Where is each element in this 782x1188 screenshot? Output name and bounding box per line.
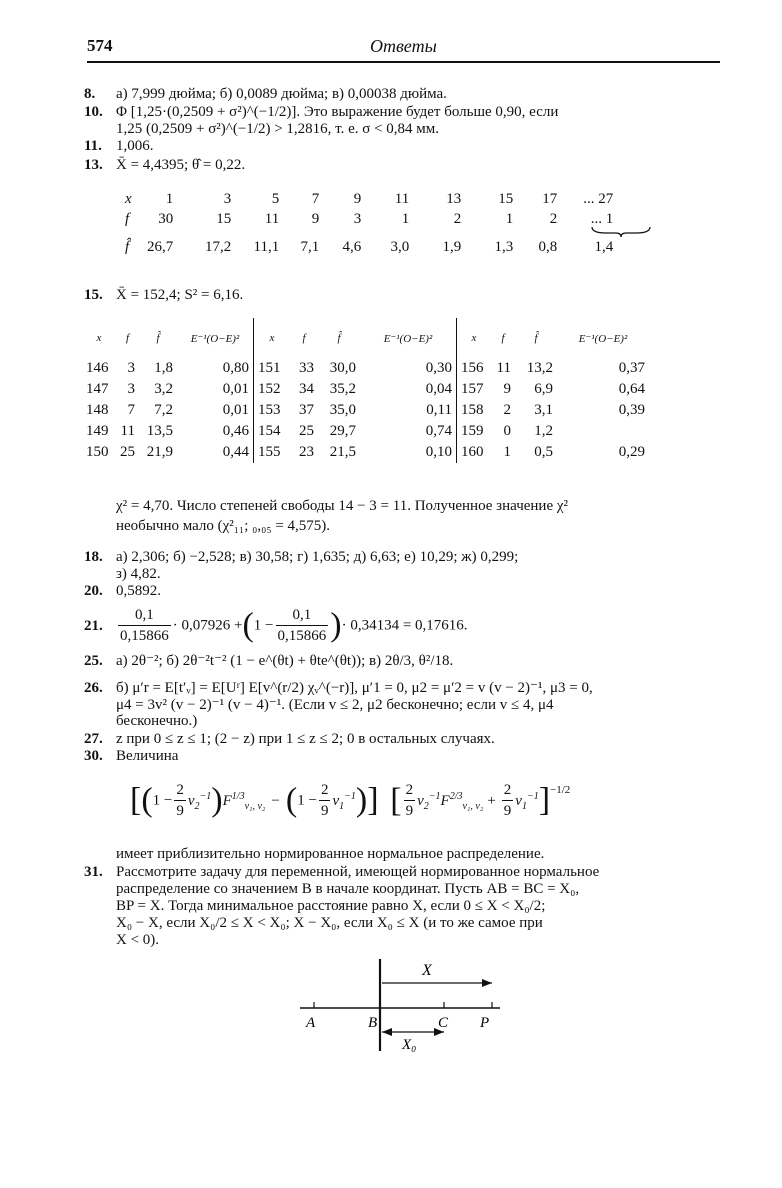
table-cell: 11 [264, 210, 280, 227]
table-cell: 0 [503, 423, 511, 439]
fraction-numerator: 0,1 [118, 605, 171, 626]
table-cell: 153 [254, 400, 291, 421]
fraction-numerator: 0,1 [276, 605, 329, 626]
answer-number: 26. [84, 680, 103, 696]
table-cell: 23 [299, 444, 314, 460]
answer-31-line2: распределение со значением B в начале координат. Пусть AB = BC = X₀, [116, 881, 580, 897]
answer-25 [84, 653, 453, 670]
table-cell: 159 [457, 421, 492, 442]
table-cell: 3 [127, 360, 135, 376]
table-cell: 0,46 [222, 423, 249, 439]
table-cell: 149 [86, 423, 109, 439]
table-row [125, 209, 613, 229]
answer-10 [84, 104, 558, 121]
fraction [502, 780, 514, 821]
answer-31-line4: X₀ − X, если X₀/2 ≤ X < X₀; X − X₀, если X₀ ≤ X (и то же самое при [116, 915, 543, 931]
table-cell: 7 [311, 190, 320, 207]
table-cell: 6,9 [534, 381, 553, 397]
table-cell: ... 27 [583, 190, 614, 207]
exponent: −1/2 [550, 784, 571, 796]
table-13 [125, 189, 613, 257]
table-cell: 15 [498, 190, 514, 207]
table-cell: 30 [158, 210, 174, 227]
column-header: f [501, 332, 505, 344]
answer-30 [84, 748, 178, 765]
exponent: 1/3 [231, 790, 245, 802]
table-cell: 156 [457, 358, 492, 379]
table-cell: 0,80 [222, 360, 249, 376]
table-cell: 7,2 [154, 402, 173, 418]
table-cell: 0,64 [618, 381, 645, 397]
table-cell: 160 [457, 442, 492, 463]
table-cell: 157 [457, 379, 492, 400]
label-p: P [480, 1015, 490, 1031]
answer-number: 20. [84, 583, 103, 599]
formula-part: + [487, 792, 496, 809]
table-cell: 0,01 [222, 381, 249, 397]
answer-number: 11. [84, 138, 102, 154]
column-header: x [254, 318, 291, 358]
table-cell: 3,2 [154, 381, 173, 397]
fraction-denominator: 9 [320, 803, 329, 819]
answer-number: 15. [84, 287, 103, 303]
fraction [174, 780, 186, 821]
answer-text: 0,5892. [116, 583, 161, 599]
label-c: C [438, 1015, 449, 1031]
fraction-numerator: 2 [404, 780, 416, 801]
answer-26-line2: μ4 = 3v² (v − 2)⁻¹ (v − 4)⁻¹. (Если v ≤ 2, μ2 бесконечно; если v ≤ 4, μ4 [116, 697, 554, 713]
fraction-numerator: 2 [502, 780, 514, 801]
table-cell: 1,3 [494, 238, 514, 255]
table-cell: 17 [542, 190, 558, 207]
fraction [118, 605, 171, 646]
page-number: 574 [87, 36, 113, 55]
table-cell: 37 [299, 402, 314, 418]
table-cell: 3 [353, 210, 362, 227]
table-cell: 11 [496, 360, 511, 376]
answer-text: а) 7,999 дюйма; б) 0,0089 дюйма; в) 0,00038 дюйма. [116, 86, 447, 102]
table-row [82, 442, 649, 463]
answer-31 [84, 864, 599, 881]
table-cell: 1 [503, 444, 511, 460]
table-cell: 0,74 [425, 423, 452, 439]
fraction-denominator: 0,15866 [277, 628, 327, 644]
row-label: x [125, 190, 132, 207]
answer-number: 8. [84, 86, 96, 102]
table-cell: 0,11 [426, 402, 452, 418]
table-cell: 3,1 [534, 402, 553, 418]
answer-text: Φ [1,25·(0,2509 + σ²)^(−1/2)]. Это выражение будет больше 0,90, если [116, 104, 559, 120]
answer-31-line3: BP = X. Тогда минимальное расстояние равно X, если 0 ≤ X < X₀/2; [116, 898, 546, 914]
answer-number: 30. [84, 748, 103, 764]
table-row [125, 189, 613, 209]
table-cell: 4,6 [342, 238, 362, 255]
answer-18-line2: з) 4,82. [116, 566, 161, 582]
table-cell: 9 [353, 190, 362, 207]
answer-text: б) μ′r = E[t′ᵥ] = E[Uʳ] E[v^(r/2) χᵥ^(−r)], μ′1 = 0, μ2 = μ′2 = v (v − 2)⁻¹, μ3 = 0, [116, 680, 593, 696]
table-cell: 1,9 [442, 238, 462, 255]
formula-part: 1 − [152, 792, 173, 809]
answer-number: 21. [84, 617, 103, 634]
table-cell: 29,7 [329, 423, 356, 439]
table-cell: 26,7 [147, 238, 174, 255]
table-cell: 148 [86, 402, 109, 418]
answer-text: X̄ = 152,4; S² = 6,16. [116, 287, 244, 303]
table-cell: 7 [127, 402, 135, 418]
table-cell: 34 [299, 381, 314, 397]
answer-13 [84, 157, 245, 174]
table-cell: 25 [120, 444, 135, 460]
column-header: x [457, 318, 492, 358]
formula-part: · 0,07926 + [172, 617, 243, 634]
exponent: 2/3 [449, 790, 463, 802]
table-header-row [82, 318, 649, 358]
table-cell: 1 [505, 210, 514, 227]
formula-30: [(1 − $\frac{2}{9}$ $\nu_2^{-1})F^{1/3}_{\nu_1, \nu_2} - (1$ − $\frac{2}{9}$ $\nu_1^{-1}$)] [ $\frac{2}{9}$ $\nu_2^{-1}F^{2/3}_{\nu_1, \nu_2}$ + $\frac{2}{9}$ $\nu_1^{-1}]^{-1/2}$ [130, 781, 571, 819]
table-cell: 1,4 [594, 238, 614, 255]
column-header: E⁻¹(O−E)² [578, 332, 628, 345]
table-cell: 35,0 [329, 402, 356, 418]
answer-8 [84, 86, 447, 103]
table-cell: 0,8 [538, 238, 558, 255]
column-header: f̂ [156, 332, 160, 344]
table-cell: 0,44 [222, 444, 249, 460]
table-row [125, 229, 613, 257]
label-b: B [368, 1015, 378, 1031]
answer-20 [84, 583, 161, 600]
column-header: x [96, 332, 102, 344]
answer-10-line2: 1,25 (0,2509 + σ²)^(−1/2) > 1,2816, т. е. σ < 0,84 мм. [116, 121, 440, 137]
answer-15 [84, 287, 243, 304]
table-cell: 21,9 [146, 444, 173, 460]
x-arrowhead-icon [482, 979, 492, 987]
table-cell: 3 [223, 190, 232, 207]
table-cell: 7,1 [300, 238, 320, 255]
column-header: f [302, 332, 306, 344]
fraction-denominator: 0,15866 [120, 628, 169, 644]
formula-part: − [271, 792, 280, 809]
answer-31-line5: X < 0). [116, 932, 160, 948]
answer-text: 1,006. [116, 138, 154, 154]
label-x: X [422, 962, 432, 979]
answer-26 [84, 680, 593, 697]
answer-18 [84, 549, 518, 566]
table-cell: 17,2 [205, 238, 232, 255]
answer-30-after: имеет приблизительно нормированное нормальное распределение. [116, 846, 545, 862]
table-cell: 150 [86, 444, 109, 460]
table-cell: 5 [271, 190, 280, 207]
fraction-denominator: 9 [405, 803, 414, 819]
table-cell: 155 [254, 442, 291, 463]
column-header: E⁻¹(O−E)² [190, 332, 240, 345]
fraction [319, 780, 331, 821]
table-cell: 0,5 [534, 444, 553, 460]
formula-part: 1 − [297, 792, 317, 809]
table-row [82, 379, 649, 400]
row-label: f [125, 210, 130, 227]
chi-square-line1: χ² = 4,70. Число степеней свободы 14 − 3 = 11. Полученное значение χ² [116, 498, 569, 514]
table-cell: 9 [503, 381, 511, 397]
answer-number: 31. [84, 864, 103, 880]
table-cell: 1,2 [534, 423, 553, 439]
table-cell: 11 [394, 190, 410, 207]
answer-number: 27. [84, 731, 103, 747]
answer-text: а) 2,306; б) −2,528; в) 30,58; г) 1,635; д) 6,63; е) 10,29; ж) 0,299; [116, 549, 519, 565]
table-cell: 21,5 [329, 444, 356, 460]
answer-text: Величина [116, 748, 179, 764]
column-header: f̂ [337, 332, 341, 344]
answer-text: Рассмотрите задачу для переменной, имеющей нормированное нормальное [116, 864, 600, 880]
formula-part: · 0,34134 = 0,17616. [341, 617, 468, 634]
table-row [82, 421, 649, 442]
table-cell: 2 [503, 402, 511, 418]
table-cell: 0,30 [425, 360, 452, 376]
fraction-denominator: 9 [503, 803, 512, 819]
table-row [82, 400, 649, 421]
table-cell: 151 [254, 358, 291, 379]
table-cell: ... 1 [590, 210, 614, 227]
answer-text: X̄ = 4,4395; θ̂ = 0,22. [116, 157, 246, 173]
answer-text: z при 0 ≤ z ≤ 1; (2 − z) при 1 ≤ z ≤ 2; 0 в остальных случаях. [116, 731, 495, 747]
table-cell: 15 [216, 210, 232, 227]
table-cell: 0,29 [618, 444, 645, 460]
table-cell: 0,39 [618, 402, 645, 418]
answer-27 [84, 731, 495, 748]
table-row [82, 358, 649, 379]
column-header: f̂ [534, 332, 538, 344]
answer-11 [84, 138, 154, 155]
table-cell: 9 [311, 210, 320, 227]
fraction [404, 780, 416, 821]
table-cell: 1,8 [154, 360, 173, 376]
table-cell: 0,01 [222, 402, 249, 418]
chi-square-line2: необычно мало (χ²₁₁; ₀,₀₅ = 4,575). [116, 518, 331, 534]
table-cell: 25 [299, 423, 314, 439]
table-cell: 3 [127, 381, 135, 397]
label-x0: X₀ [402, 1037, 417, 1053]
figure-31-diagram [296, 955, 506, 1055]
table-cell: 13 [446, 190, 462, 207]
table-cell: 146 [86, 360, 109, 376]
fraction-numerator: 2 [174, 780, 186, 801]
table-cell: 11,1 [253, 238, 280, 255]
table-cell: 33 [299, 360, 314, 376]
table-cell: 2 [453, 210, 462, 227]
column-header: E⁻¹(O−E)² [383, 332, 433, 345]
table-cell: 1 [165, 190, 174, 207]
answer-text: а) 2θ⁻²; б) 2θ⁻²t⁻² (1 − e^(θt) + θte^(θt)); в) 2θ/3, θ²/18. [116, 653, 454, 669]
table-cell: 2 [549, 210, 558, 227]
table-cell: 13,5 [146, 423, 173, 439]
table-cell: 30,0 [329, 360, 356, 376]
fraction [276, 605, 329, 646]
answer-26-line3: бесконечно.) [116, 713, 198, 729]
answer-number: 18. [84, 549, 103, 565]
table-cell: 158 [457, 400, 492, 421]
label-a: A [306, 1015, 316, 1031]
table-cell: 3,0 [390, 238, 410, 255]
answer-number: 25. [84, 653, 103, 669]
table-cell: 154 [254, 421, 291, 442]
table-15 [82, 318, 649, 463]
fraction-numerator: 2 [319, 780, 331, 801]
table-cell: 11 [120, 423, 135, 439]
table-cell: 13,2 [526, 360, 553, 376]
header-rule [87, 61, 720, 63]
page-title: Ответы [370, 36, 437, 56]
row-label: f̂ [125, 238, 130, 255]
x0-arrowhead-left-icon [382, 1028, 392, 1036]
table-cell [557, 421, 649, 442]
answer-21: 21. $\frac{0,1}{0,15866}$ · 0,07926 +(1 − $\frac{0,1}{0,15866}$ )· 0,34134 = 0,17616. [84, 606, 468, 644]
answer-number: 10. [84, 104, 103, 120]
formula-part: 1 − [253, 617, 274, 634]
brace-icon [590, 225, 652, 239]
table-cell: 0,10 [425, 444, 452, 460]
column-header: f [125, 332, 130, 344]
table-cell: 147 [86, 381, 109, 397]
table-cell: 0,04 [425, 381, 452, 397]
table-cell: 0,37 [618, 360, 645, 376]
answer-number: 13. [84, 157, 103, 173]
table-cell: 35,2 [329, 381, 356, 397]
fraction-denominator: 9 [176, 803, 184, 819]
table-cell: 1 [401, 210, 410, 227]
table-cell: 152 [254, 379, 291, 400]
